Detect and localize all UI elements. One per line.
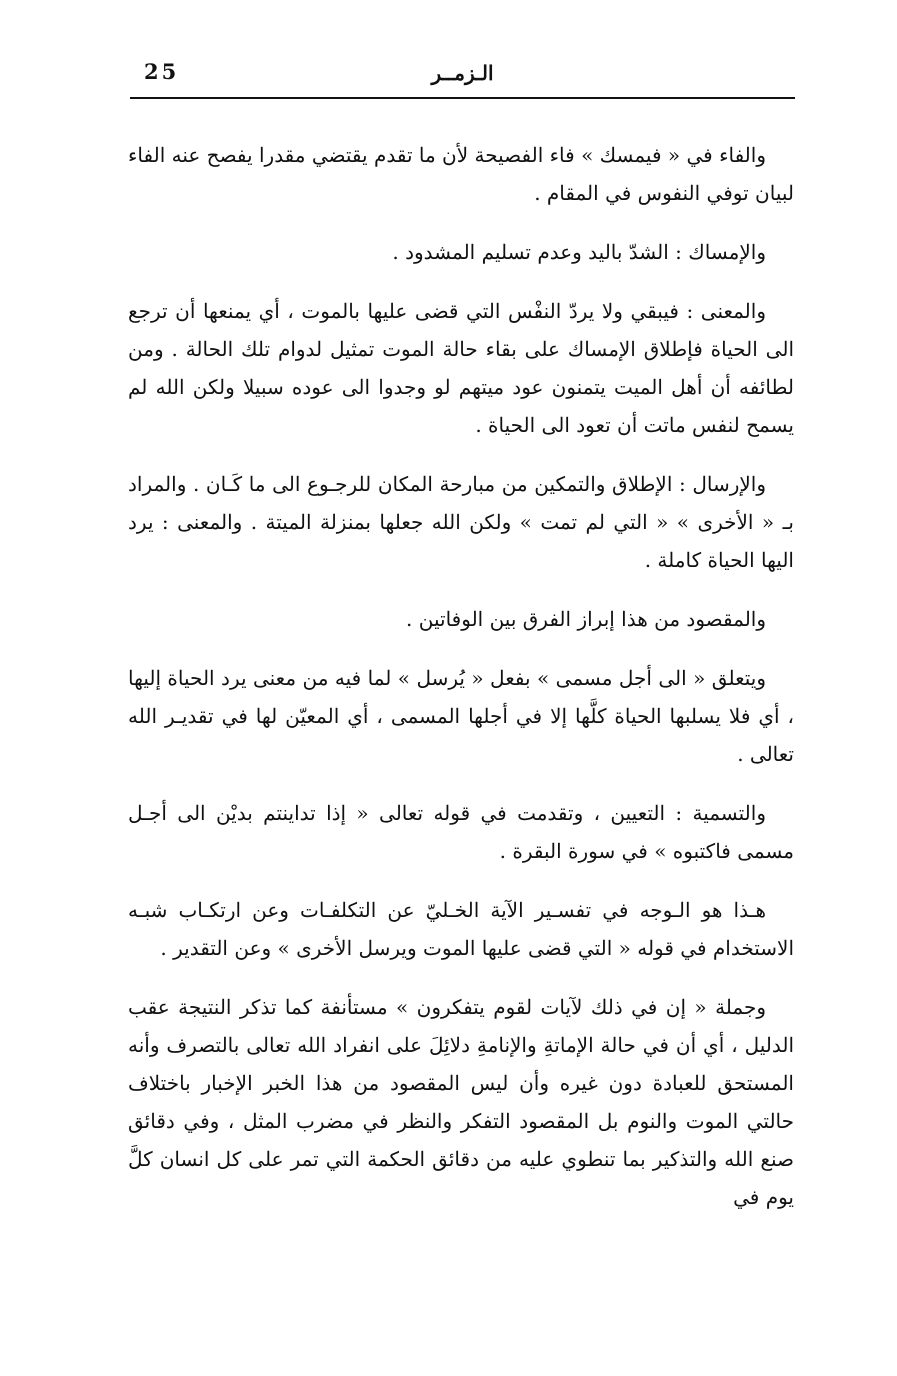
chapter-title: الـزمــر [431, 61, 494, 85]
running-header [130, 55, 795, 99]
paragraph-taalluq: ويتعلق « الى أجل مسمى » بفعل « يُرسل » لما فيه من معنى يرد الحياة إليها ، أي فلا يسلبها الحياة كلَّها إلا في أجلها المسمى ، أي المعيّن لها في تقديـر الله تعالى . [128, 666, 794, 766]
paragraph-wajh: هـذا هو الـوجه في تفسـير الآية الخـليّ عن التكلفـات وعن ارتكـاب شبـه الاستخدام في قوله « التي قضى عليها الموت ويرسل الأخرى » وعن التقدير . [128, 898, 794, 960]
paragraph-imsak: والإمساك : الشدّ باليد وعدم تسليم المشدود . [392, 240, 766, 264]
paragraph-fa-fusiha: والفاء في « فيمسك » فاء الفصيحة لأن ما تقدم يقتضي مقدرا يفصح عنه الفاء لبيان توفي النفوس في المقام . [128, 143, 794, 205]
page-number: 25 [144, 59, 180, 84]
body-text [128, 136, 794, 1237]
paragraph-meaning: والمعنى : فيبقي ولا يردّ النفْس التي قضى عليها بالموت ، أي يمنعها أن ترجع الى الحياة فإطلاق الإمساك على بقاء حالة الموت تمثيل لدوام تلك الحالة . ومن لطائفه أن أهل الميت يتمنون عود ميتهم لو وجدوا الى عوده سبيلا ولكن الله لم يسمح لنفس ماتت أن تعود الى الحياة . [128, 299, 794, 437]
paragraph-tasmiya: والتسمية : التعيين ، وتقدمت في قوله تعالى « إذا تداينتم بديْن الى أجـل مسمى فاكتبوه » في سورة البقرة . [128, 801, 794, 863]
paragraph-irsal: والإرسال : الإطلاق والتمكين من مبارحة المكان للرجـوع الى ما كَـان . والمراد بـ « الأخرى » « التي لم تمت » ولكن الله جعلها بمنزلة الميتة . والمعنى : يرد اليها الحياة كاملة . [128, 472, 794, 572]
paragraph-purpose: والمقصود من هذا إبراز الفرق بين الوفاتين . [406, 607, 766, 631]
paragraph-jumla: وجملة « إن في ذلك لآيات لقوم يتفكرون » مستأنفة كما تذكر النتيجة عقب الدليل ، أي أن في حالة الإماتةِ والإنامةِ دلائِلَ على انفراد الله تعالى بالتصرف وأنه المستحق للعبادة دون غيره وأن ليس المقصود من هذا الخبر الإخبار باختلاف حالتي الموت والنوم بل المقصود التفكر والنظر في مضرب المثل ، وفي دقائق صنع الله والتذكير بما تنطوي عليه من دقائق الحكمة التي تمر على كل انسان كلَّ يوم في [128, 995, 794, 1209]
